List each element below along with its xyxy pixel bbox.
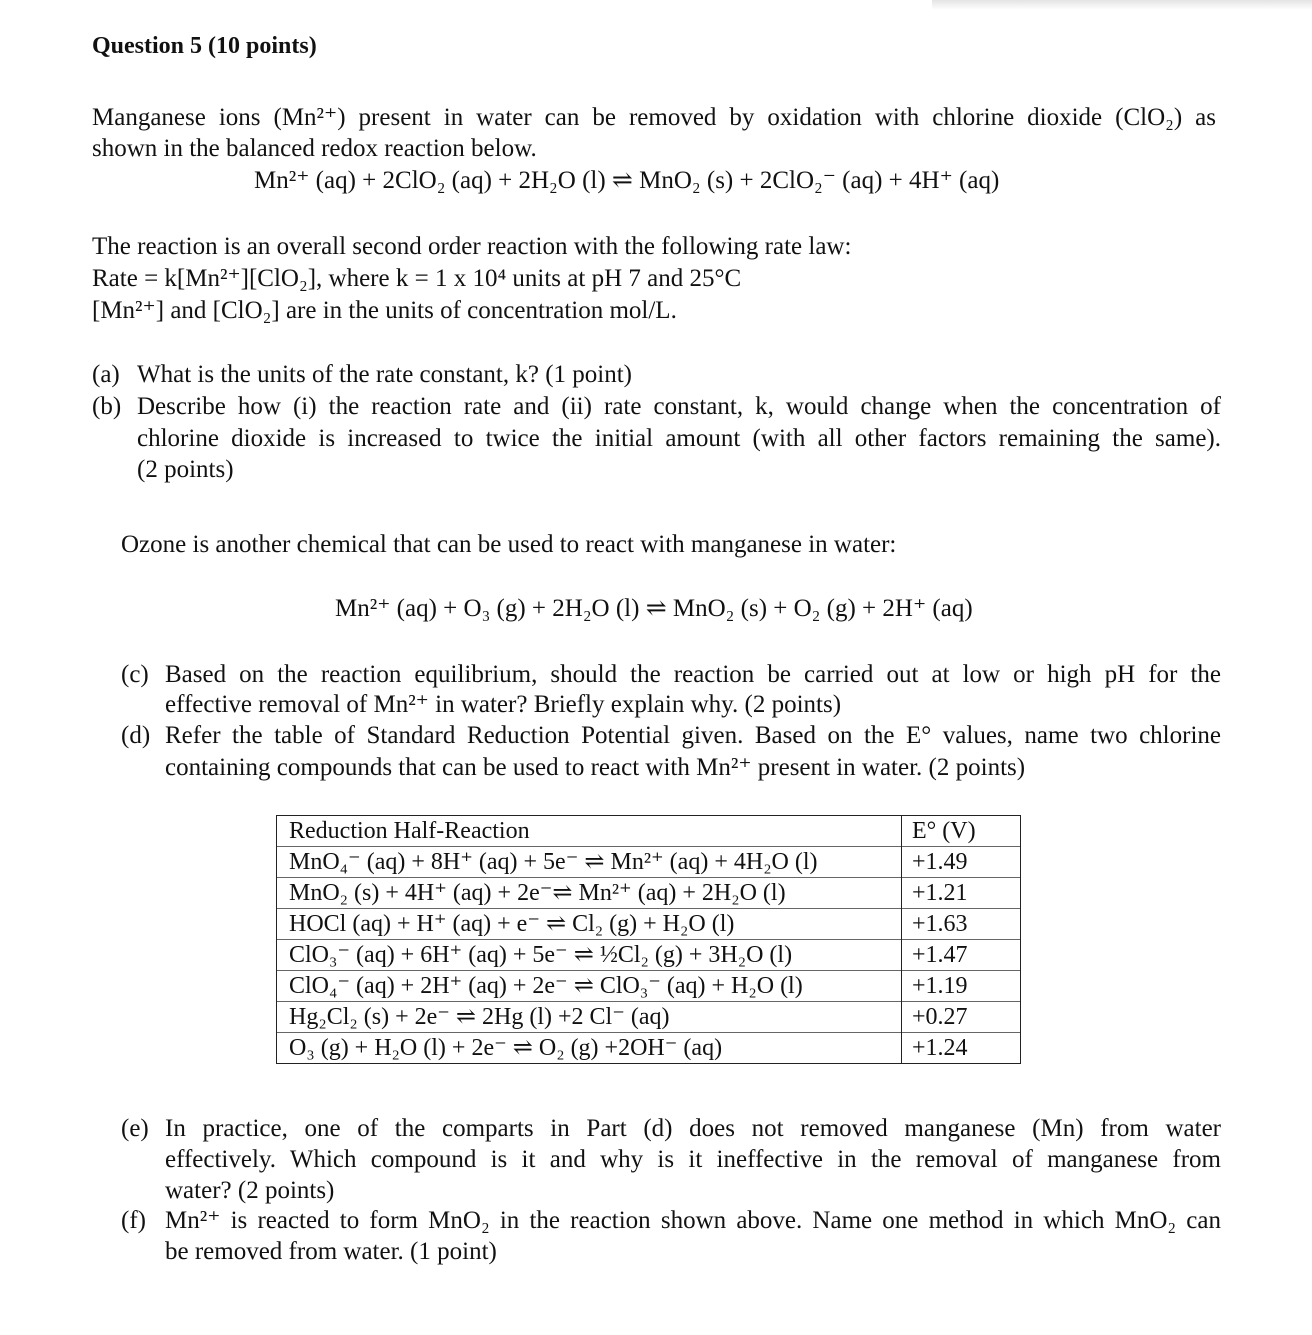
question-f-label: (f) bbox=[121, 1207, 146, 1234]
rate-law-line-2: Rate = k[Mn²⁺][ClO₂], where k = 1 x 10⁴ units at pH 7 and 25°C bbox=[92, 265, 742, 292]
half-reaction-cell: MnO₂ (s) + 4H⁺ (aq) + 2e⁻⇌ Mn²⁺ (aq) + 2H₂O (l) bbox=[277, 878, 902, 909]
potential-cell: +1.19 bbox=[902, 971, 1021, 1002]
question-b-text-line-1: Describe how (i) the reaction rate and (ii) rate constant, k, would change when the concentration of bbox=[137, 393, 1221, 420]
question-f-text-line-2: be removed from water. (1 point) bbox=[165, 1238, 497, 1265]
intro-text-line-2: shown in the balanced redox reaction below. bbox=[92, 135, 537, 162]
question-c-label: (c) bbox=[121, 661, 149, 688]
potential-cell: +1.21 bbox=[902, 878, 1021, 909]
potential-cell: +0.27 bbox=[902, 1002, 1021, 1033]
question-title: Question 5 (10 points) bbox=[92, 33, 317, 59]
header-reaction: Reduction Half-Reaction bbox=[277, 816, 902, 847]
intro-text-line-1: Manganese ions (Mn²⁺) present in water can be removed by oxidation with chlorine dioxide (ClO₂) as bbox=[92, 104, 1216, 131]
table-header-row bbox=[277, 816, 1021, 847]
table-row bbox=[277, 940, 1021, 971]
potential-cell: +1.24 bbox=[902, 1033, 1021, 1064]
redox-reaction-equation: Mn²⁺ (aq) + 2ClO₂ (aq) + 2H₂O (l) ⇌ MnO₂ (s) + 2ClO₂⁻ (aq) + 4H⁺ (aq) bbox=[254, 167, 1000, 194]
reduction-potential-table bbox=[276, 815, 1021, 1064]
question-f-text-line-1: Mn²⁺ is reacted to form MnO₂ in the reaction shown above. Name one method in which MnO₂ can bbox=[165, 1207, 1221, 1234]
table-row bbox=[277, 847, 1021, 878]
question-b-text-line-3: (2 points) bbox=[137, 456, 234, 483]
rate-law-line-1: The reaction is an overall second order reaction with the following rate law: bbox=[92, 233, 852, 260]
ozone-reaction-equation: Mn²⁺ (aq) + O₃ (g) + 2H₂O (l) ⇌ MnO₂ (s) + O₂ (g) + 2H⁺ (aq) bbox=[335, 595, 973, 622]
question-e-label: (e) bbox=[121, 1115, 149, 1142]
half-reaction-cell: ClO₄⁻ (aq) + 2H⁺ (aq) + 2e⁻ ⇌ ClO₃⁻ (aq) + H₂O (l) bbox=[277, 971, 902, 1002]
table-row bbox=[277, 909, 1021, 940]
table-row bbox=[277, 1002, 1021, 1033]
potential-cell: +1.49 bbox=[902, 847, 1021, 878]
question-b-text-line-2: chlorine dioxide is increased to twice the initial amount (with all other factors remaining the same). bbox=[137, 425, 1221, 452]
ozone-intro: Ozone is another chemical that can be used to react with manganese in water: bbox=[121, 531, 897, 558]
page-edge-shadow bbox=[932, 0, 1312, 10]
half-reaction-cell: HOCl (aq) + H⁺ (aq) + e⁻ ⇌ Cl₂ (g) + H₂O (l) bbox=[277, 909, 902, 940]
header-potential: E° (V) bbox=[902, 816, 1021, 847]
question-c-text-line-1: Based on the reaction equilibrium, should the reaction be carried out at low or high pH for the bbox=[165, 661, 1221, 688]
half-reaction-cell: Hg₂Cl₂ (s) + 2e⁻ ⇌ 2Hg (l) +2 Cl⁻ (aq) bbox=[277, 1002, 902, 1033]
question-e-text-line-2: effectively. Which compound is it and why is it ineffective in the removal of manganese from bbox=[165, 1146, 1221, 1173]
question-a-text: What is the units of the rate constant, k? (1 point) bbox=[137, 361, 633, 388]
half-reaction-cell: O₃ (g) + H₂O (l) + 2e⁻ ⇌ O₂ (g) +2OH⁻ (aq) bbox=[277, 1033, 902, 1064]
question-d-text-line-2: containing compounds that can be used to react with Mn²⁺ present in water. (2 points) bbox=[165, 754, 1026, 781]
table-row bbox=[277, 878, 1021, 909]
question-d-label: (d) bbox=[121, 722, 151, 749]
half-reaction-cell: MnO₄⁻ (aq) + 8H⁺ (aq) + 5e⁻ ⇌ Mn²⁺ (aq) + 4H₂O (l) bbox=[277, 847, 902, 878]
half-reaction-cell: ClO₃⁻ (aq) + 6H⁺ (aq) + 5e⁻ ⇌ ½Cl₂ (g) + 3H₂O (l) bbox=[277, 940, 902, 971]
table-row bbox=[277, 971, 1021, 1002]
question-c-text-line-2: effective removal of Mn²⁺ in water? Briefly explain why. (2 points) bbox=[165, 691, 842, 718]
table-row bbox=[277, 1033, 1021, 1064]
question-a-label: (a) bbox=[92, 361, 120, 388]
question-e-text-line-1: In practice, one of the comparts in Part (d) does not removed manganese (Mn) from water bbox=[165, 1115, 1221, 1142]
question-d-text-line-1: Refer the table of Standard Reduction Potential given. Based on the E° values, name two chlorine bbox=[165, 722, 1221, 749]
question-e-text-line-3: water? (2 points) bbox=[165, 1177, 335, 1204]
potential-cell: +1.47 bbox=[902, 940, 1021, 971]
question-b-label: (b) bbox=[92, 393, 122, 420]
rate-law-line-3: [Mn²⁺] and [ClO₂] are in the units of concentration mol/L. bbox=[92, 297, 677, 324]
potential-cell: +1.63 bbox=[902, 909, 1021, 940]
